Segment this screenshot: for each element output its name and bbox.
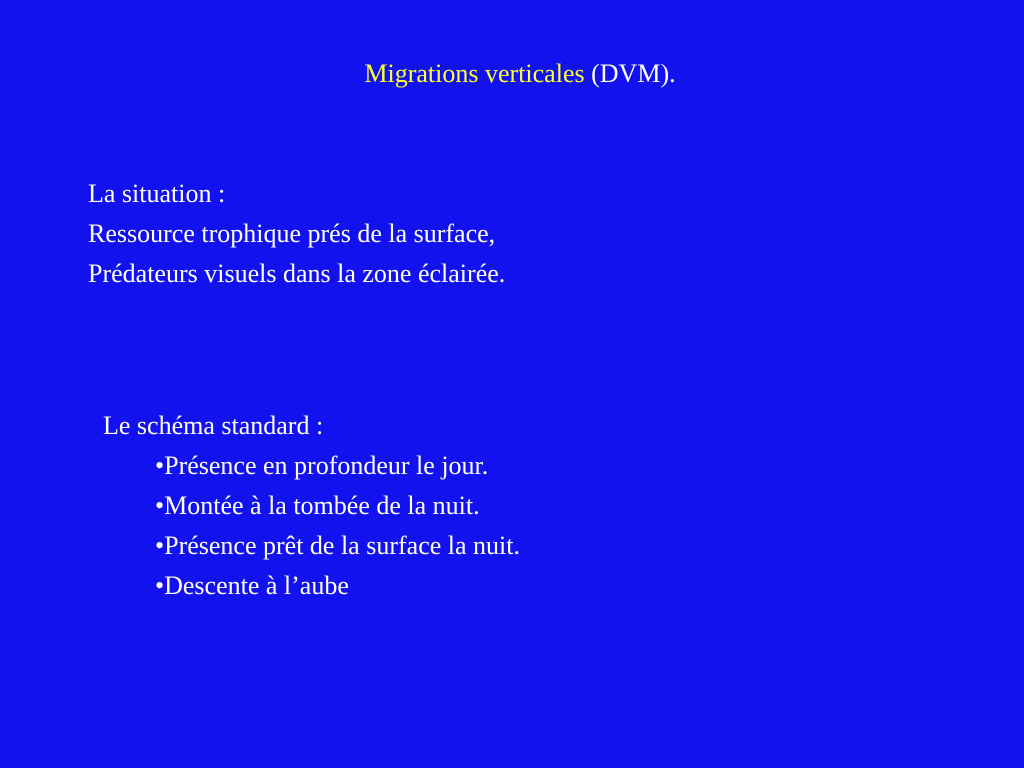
situation-heading: La situation : [88,179,226,208]
list-item: •Montée à la tombée de la nuit. [155,491,480,520]
list-item: •Présence en profondeur le jour. [155,451,489,480]
title-highlight: Migrations verticales [364,59,585,88]
slide-title [0,56,1024,92]
situation-line-predators: Prédateurs visuels dans la zone éclairée. [88,259,506,288]
title-suffix: (DVM). [584,59,676,88]
schema-heading: Le schéma standard : [103,411,324,440]
situation-line-resource: Ressource trophique prés de la surface, [88,219,496,248]
list-item: •Descente à l’aube [155,571,349,600]
schema-bullet-list [103,446,520,606]
schema-block [103,406,520,606]
situation-block [88,174,505,294]
list-item: •Présence prêt de la surface la nuit. [155,531,520,560]
